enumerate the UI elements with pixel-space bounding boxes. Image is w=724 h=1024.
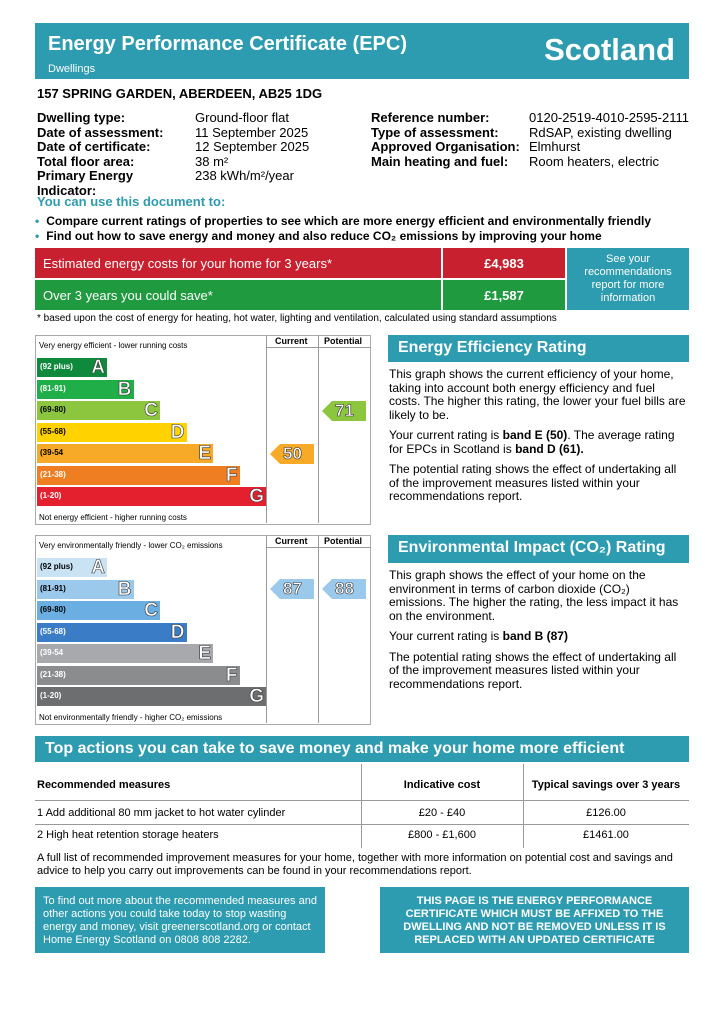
potential-rating-arrow: 88 <box>322 579 366 599</box>
band-range-label: (69-80) <box>40 405 66 414</box>
rating-band-f <box>37 466 240 485</box>
detail-label: Total floor area: <box>37 153 135 169</box>
band-letter: D <box>170 421 185 443</box>
rating-band-e <box>37 644 213 663</box>
estimated-cost-value: £4,983 <box>443 248 565 278</box>
footer-warning-box: THIS PAGE IS THE ENERGY PERFORMANCE CERTIFICATE WHICH MUST BE AFFIXED TO THE DWELLING AND NOT BE REMOVED UNLESS IT IS REPLACED WITH AN UPDATED CERTIFICATE <box>380 887 689 953</box>
current-column-header: Current <box>275 336 308 346</box>
band-range-label: (55-68) <box>40 626 66 636</box>
rating-band-b <box>37 580 134 599</box>
band-range-label: (1-20) <box>40 491 62 500</box>
col-header-savings: Typical savings over 3 years <box>531 779 681 791</box>
rating-band-d <box>37 623 187 642</box>
band-range-label: (1-20) <box>40 691 62 700</box>
band-letter: F <box>225 664 238 686</box>
detail-label: Date of assessment: <box>37 124 164 140</box>
env-rating-text: This graph shows the effect of your home on the environment in terms of carbon dioxide (CO₂) emissions. The higher the rating, the less impact it has on the environment. Your current rating is band B (87) The potential rating shows the effect of undertaking all of the improvement measures listed within your recommendations report. <box>389 568 679 691</box>
estimated-cost-label-bar: Estimated energy costs for your home for 3 years* <box>35 248 441 278</box>
col-header-measures: Recommended measures <box>37 779 171 791</box>
details-left <box>37 111 309 198</box>
band-letter: B <box>117 578 132 600</box>
band-letter: E <box>198 643 211 664</box>
detail-row <box>37 126 309 141</box>
chart-top-label: Very energy efficient - lower running costs <box>39 341 188 350</box>
actions-heading: Top actions you can take to save money and make your home more efficient <box>35 736 689 762</box>
detail-value: Room heaters, electric <box>529 153 660 169</box>
band-range-label: (81-91) <box>40 383 66 393</box>
current-rating-arrow: 50 <box>270 444 314 464</box>
detail-row <box>371 155 689 170</box>
page-title: Energy Performance Certificate (EPC) <box>48 33 408 55</box>
detail-value: 0120-2519-4010-2595-2111 <box>529 110 689 125</box>
current-column-header: Current <box>275 536 308 546</box>
detail-value: 238 kWh/m²/year <box>195 168 294 183</box>
detail-label: Dwelling type: <box>37 110 126 125</box>
saving-cell: £126.00 <box>586 807 626 819</box>
epc-header <box>35 23 689 79</box>
saving-cell: £1461.00 <box>583 829 629 841</box>
measures-table <box>35 764 689 848</box>
recommendations-note: See your recommendations report for more information <box>567 248 689 310</box>
potential-column-header: Potential <box>324 336 363 346</box>
rating-band-e <box>37 444 213 463</box>
band-letter: F <box>225 464 238 486</box>
cost-cell: £20 - £40 <box>418 807 466 819</box>
chart-bottom-label: Not environmentally friendly - higher CO₂ emissions <box>39 713 223 722</box>
rating-band-f <box>37 666 240 685</box>
rating-band-c <box>37 401 160 420</box>
cost-footnote: * based upon the cost of energy for heating, hot water, lighting and ventilation, calculated using standard assumptions <box>37 313 557 324</box>
band-letter: B <box>117 378 132 400</box>
region-title: Scotland <box>544 32 675 67</box>
rating-band-b <box>37 380 134 399</box>
rating-band-c <box>37 601 160 620</box>
property-address: 157 SPRING GARDEN, ABERDEEN, AB25 1DG <box>37 86 323 101</box>
detail-value: Ground-floor flat <box>195 110 289 125</box>
detail-label: Main heating and fuel: <box>371 153 509 169</box>
rating-band-g <box>37 487 266 506</box>
band-letter: C <box>144 600 158 621</box>
use-heading: You can use this document to: <box>37 194 226 209</box>
footer-info-box: To find out more about the recommended measures and other actions you could take today to stop wasting energy and money, visit greenerscotland.org or contact Home Energy Scotland on 0808 808 2282. <box>35 887 325 953</box>
usage-bullets <box>35 214 651 244</box>
chart-top-label: Very environmentally friendly - lower CO₂ emissions <box>39 541 223 550</box>
details-right <box>371 111 689 169</box>
bullet-item: • Find out how to save energy and money and also reduce CO₂ emissions by improving your home <box>35 229 602 243</box>
detail-row <box>37 111 309 126</box>
band-letter: C <box>144 400 158 421</box>
col-header-cost: Indicative cost <box>403 779 481 791</box>
band-letter: A <box>91 557 105 578</box>
savings-value: £1,587 <box>443 280 565 310</box>
detail-row <box>37 140 309 155</box>
measure-cell: 2 High heat retention storage heaters <box>37 829 219 841</box>
band-range-label: (92 plus) <box>40 362 73 371</box>
rating-band-a <box>37 358 107 377</box>
env-rating-heading: Environmental Impact (CO₂) Rating <box>388 535 689 563</box>
detail-value: RdSAP, existing dwelling <box>529 124 672 140</box>
band-range-label: (92 plus) <box>40 562 73 571</box>
rating-band-a <box>37 558 107 577</box>
potential-rating-arrow: 71 <box>322 401 366 421</box>
rating-band-g <box>37 687 266 706</box>
detail-value: 11 September 2025 <box>195 124 309 140</box>
band-range-label: (81-91) <box>40 583 66 593</box>
band-letter: D <box>170 621 185 643</box>
band-range-label: (39-54 <box>40 448 64 457</box>
potential-column-header: Potential <box>324 536 363 546</box>
band-letter: G <box>249 486 264 507</box>
band-range-label: (69-80) <box>40 605 66 614</box>
detail-row <box>371 140 689 155</box>
band-range-label: (21-38) <box>40 469 66 479</box>
current-rating-arrow: 87 <box>270 579 314 599</box>
detail-value: Elmhurst <box>529 139 581 154</box>
bullet-item: • Compare current ratings of properties to see which are more energy efficient and environmentally friendly <box>35 214 652 228</box>
detail-label: Approved Organisation: <box>371 139 520 154</box>
band-range-label: (21-38) <box>40 669 66 679</box>
detail-value: 38 m² <box>195 153 229 169</box>
savings-label-bar: Over 3 years you could save* <box>35 280 441 310</box>
energy-rating-heading: Energy Efficiency Rating <box>388 335 689 362</box>
band-letter: G <box>249 686 264 707</box>
band-letter: A <box>91 357 105 378</box>
detail-row <box>37 155 309 170</box>
cost-cell: £800 - £1,600 <box>408 829 476 841</box>
energy-rating-text: This graph shows the current efficiency of your home, taking into account both energy efficiency and fuel costs. The higher this rating, the lower your fuel bills are likely to be. Your current rating is band E (50). The average rating for EPCs in Scotland is band D (61). The potential rating shows the effect of undertaking all of the improvement measures listed within your recommendations report. <box>389 367 686 503</box>
detail-row <box>371 111 689 126</box>
band-range-label: (55-68) <box>40 426 66 436</box>
measure-cell: 1 Add additional 80 mm jacket to hot water cylinder <box>37 807 286 819</box>
energy-efficiency-chart <box>35 335 371 525</box>
band-letter: E <box>198 443 211 464</box>
actions-note: A full list of recommended improvement measures for your home, together with more information on potential cost and savings and advice to help you carry out improvements can be found in your recommendations report. <box>37 852 673 877</box>
detail-value: 12 September 2025 <box>195 139 310 154</box>
detail-row <box>371 126 689 141</box>
band-range-label: (39-54 <box>40 648 64 657</box>
page-subtitle: Dwellings <box>48 63 96 75</box>
chart-bottom-label: Not energy efficient - higher running costs <box>39 513 187 522</box>
detail-label: Primary Energy Indicator: <box>37 168 134 198</box>
rating-band-d <box>37 423 187 442</box>
detail-label: Reference number: <box>371 110 490 125</box>
detail-label: Date of certificate: <box>37 139 151 154</box>
detail-label: Type of assessment: <box>371 124 499 140</box>
environmental-impact-chart <box>35 535 371 725</box>
